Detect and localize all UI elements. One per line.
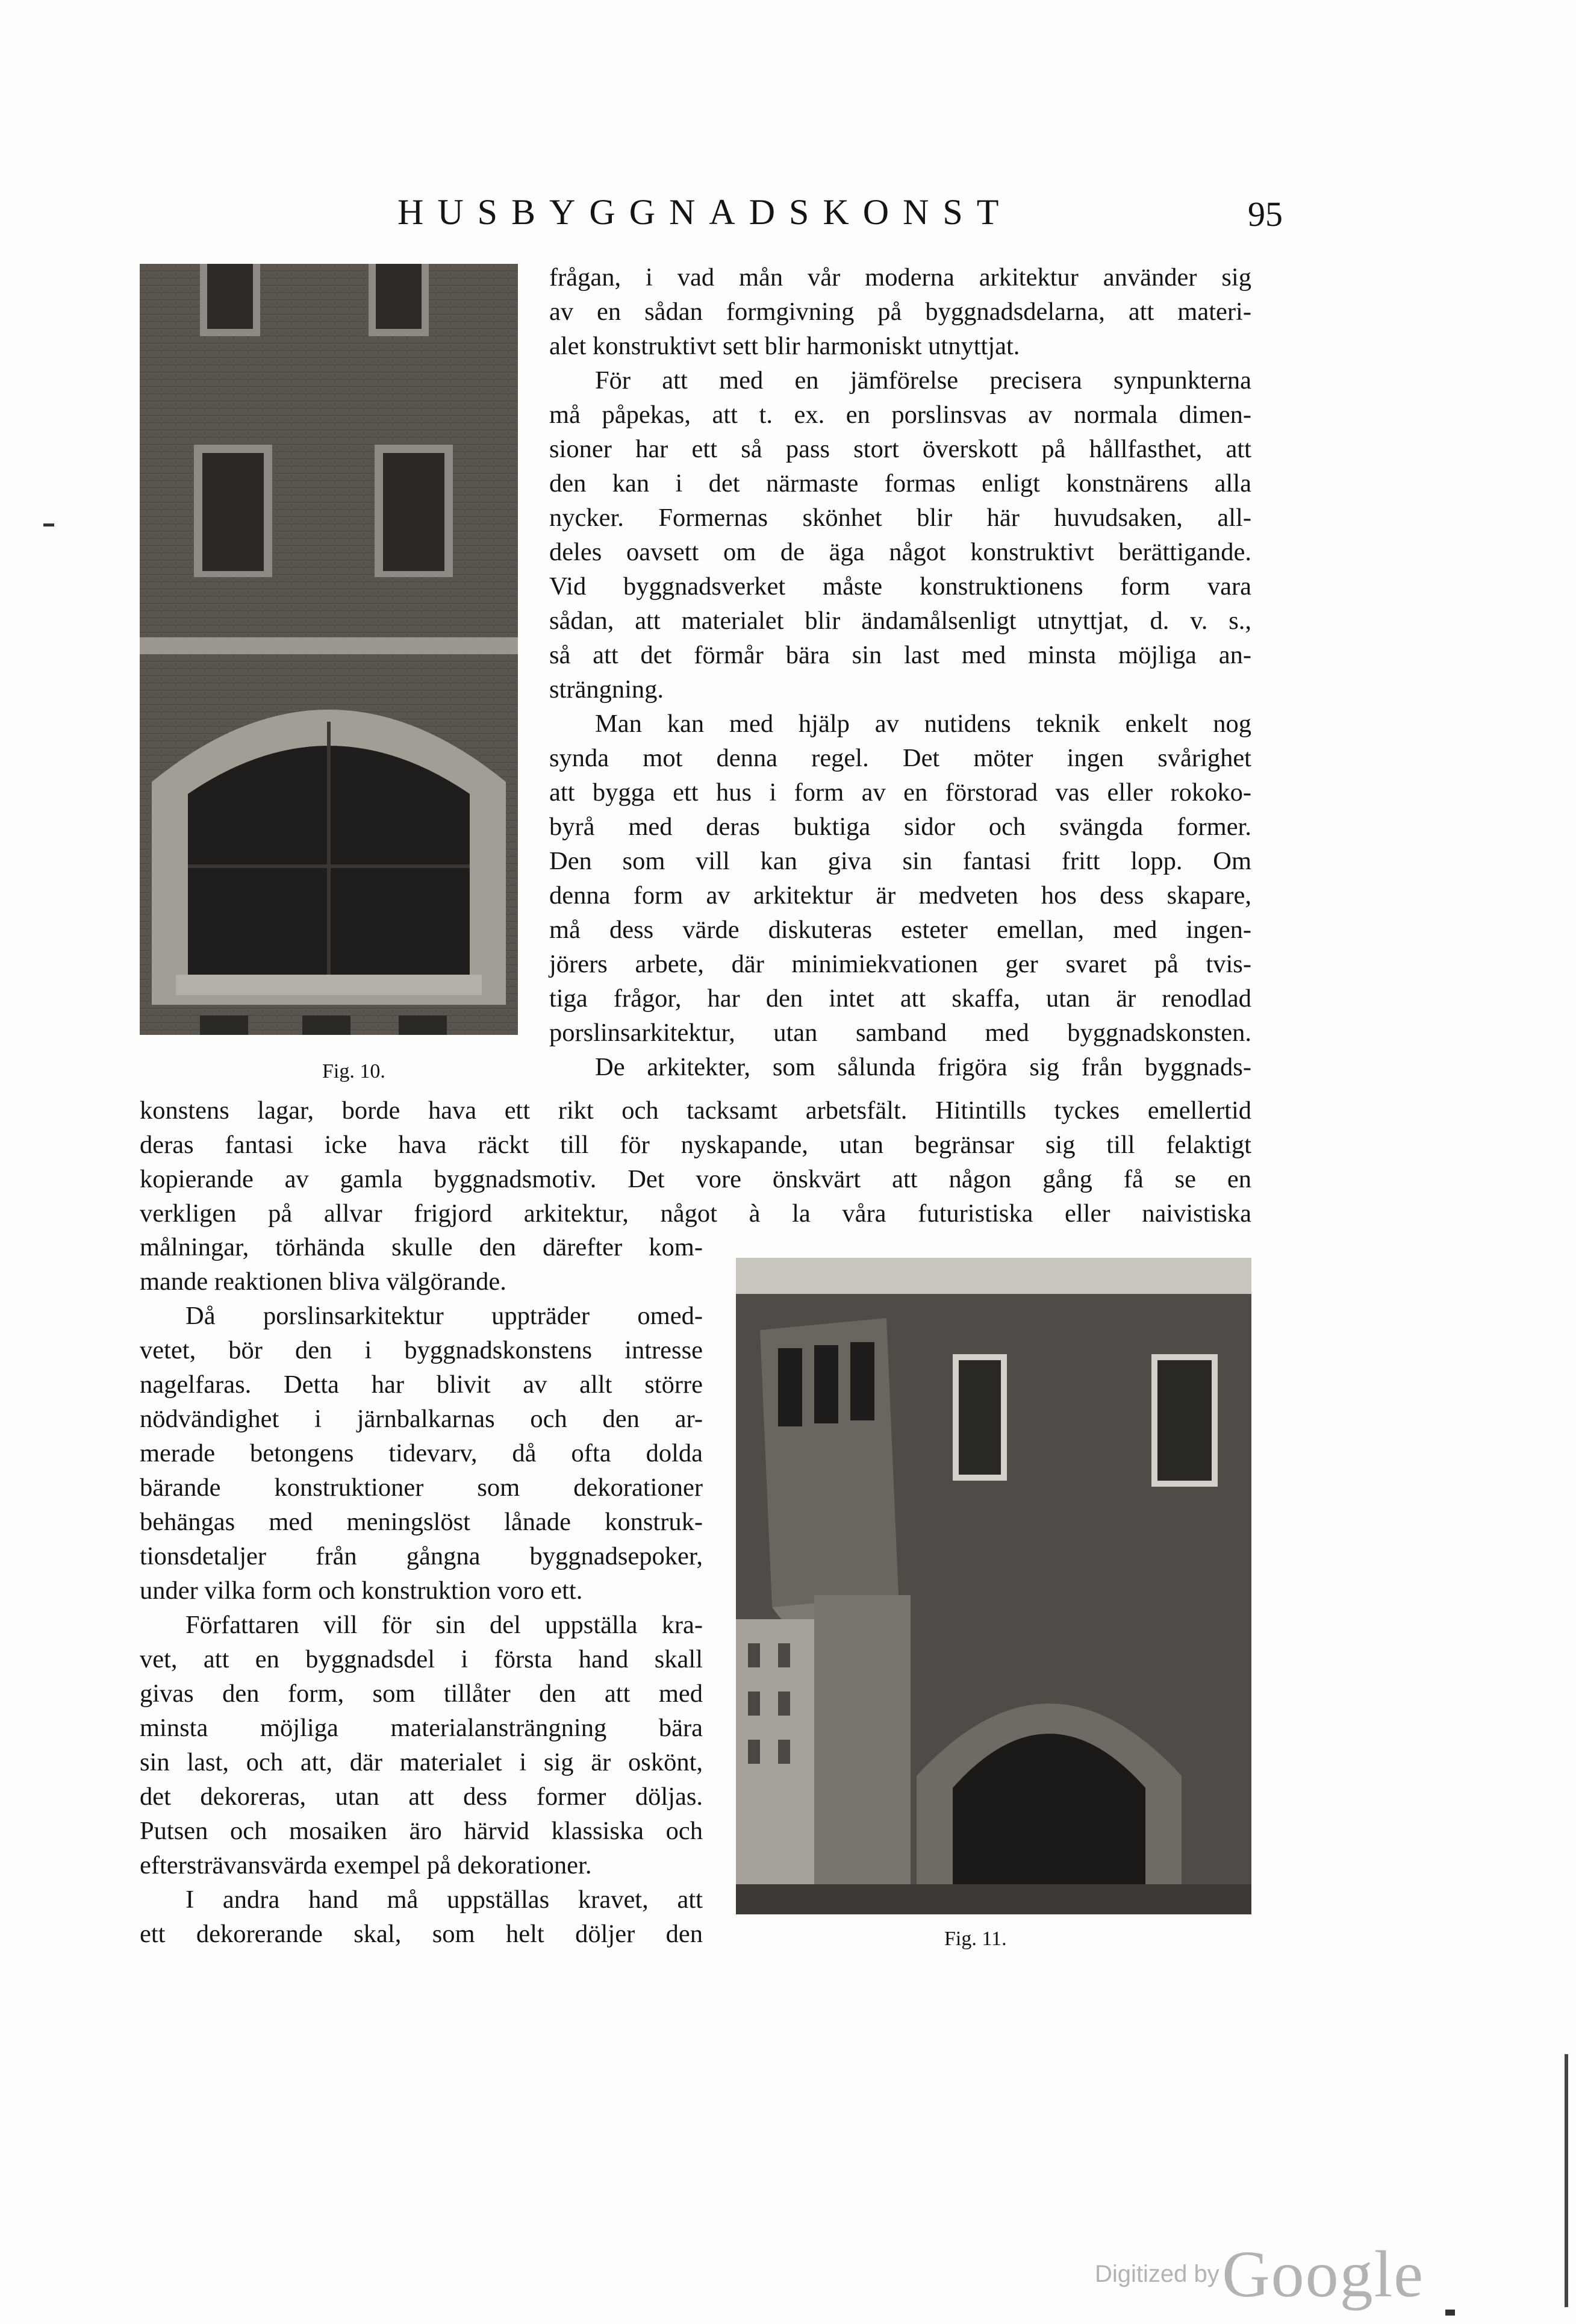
google-logo: Google — [1222, 2237, 1425, 2311]
text-line: merade betongens tidevarv, då ofta dolda — [140, 1439, 703, 1467]
text-line: I andra hand må uppställas kravet, att — [185, 1885, 703, 1914]
text-line: av en sådan formgivning på byggnadsdelarna, att materi- — [549, 298, 1251, 326]
scan-edge-mark — [1565, 2054, 1568, 2307]
text-line: För att med en jämförelse precisera synpunkterna — [595, 366, 1251, 395]
left-column-text — [140, 1230, 703, 1951]
text-line: Man kan med hjälp av nutidens teknik enkelt nog — [595, 710, 1251, 738]
figure-11-corner-building-photo — [736, 1258, 1251, 1914]
text-line: Vid byggnadsverket måste konstruktionens form vara — [549, 572, 1251, 601]
text-line: vetet, bör den i byggnadskonstens intresse — [140, 1336, 703, 1364]
digitized-watermark — [1095, 2236, 1424, 2313]
right-column-text — [549, 260, 1251, 1084]
text-line: Författaren vill för sin del uppställa kra- — [185, 1611, 703, 1639]
text-line: minsta möjliga materialansträngning bära — [140, 1714, 703, 1742]
scan-corner-mark — [1445, 2310, 1455, 2316]
text-line: jörers arbete, där minimiekvationen ger svaret på tvis- — [549, 950, 1251, 978]
text-line: porslinsarkitektur, utan samband med byggnadskonsten. — [549, 1019, 1251, 1047]
text-line: synda mot denna regel. Det möter ingen svårighet — [549, 744, 1251, 772]
text-line: sådan, att materialet blir ändamålsenligt utnyttjat, d. v. s., — [549, 607, 1251, 635]
figure-10-caption: Fig. 10. — [322, 1060, 385, 1082]
text-line: mande reaktionen bliva välgörande. — [140, 1267, 506, 1296]
text-line: Den som vill kan giva sin fantasi fritt lopp. Om — [549, 847, 1251, 875]
figure-11-caption: Fig. 11. — [944, 1928, 1007, 1950]
text-line: under vilka form och konstruktion voro ett. — [140, 1576, 583, 1605]
figure-10-facade-photo — [140, 264, 518, 1035]
text-line: nycker. Formernas skönhet blir här huvudsaken, all- — [549, 504, 1251, 532]
text-line: kopierande av gamla byggnadsmotiv. Det vore önskvärt att någon gång få se en — [140, 1165, 1251, 1193]
running-title: HUSBYGGNADSKONST — [397, 192, 1013, 232]
corner-building-illustration — [736, 1258, 1251, 1914]
full-width-text — [140, 1093, 1251, 1231]
text-line: må påpekas, att t. ex. en porslinsvas av normala dimen- — [549, 401, 1251, 429]
text-line: alet konstruktivt sett blir harmoniskt utnyttjat. — [549, 332, 1020, 360]
text-line: sioner har ett så pass stort överskott på hållfasthet, att — [549, 435, 1251, 463]
text-line: deles oavsett om de äga något konstruktivt berättigande. — [549, 538, 1251, 566]
text-line: frågan, i vad mån vår moderna arkitektur använder sig — [549, 263, 1251, 292]
page-number: 95 — [1248, 195, 1283, 234]
text-line: eftersträvansvärda exempel på dekorationer. — [140, 1851, 592, 1879]
text-line: det dekoreras, utan att dess former döljas. — [140, 1782, 703, 1811]
text-line: målningar, törhända skulle den därefter kom- — [140, 1233, 703, 1261]
text-line: vet, att en byggnadsdel i första hand skall — [140, 1645, 703, 1673]
text-line: givas den form, som tillåter den att med — [140, 1679, 703, 1708]
text-line: Då porslinsarkitektur uppträder omed- — [185, 1302, 703, 1330]
text-line: konstens lagar, borde hava ett rikt och tacksamt arbetsfält. Hitintills tyckes emellertid — [140, 1096, 1251, 1125]
text-line: sin last, och att, där materialet i sig är oskönt, — [140, 1748, 703, 1776]
text-line: så att det förmår bära sin last med minsta möjliga an- — [549, 641, 1251, 669]
text-line: att bygga ett hus i form av en förstorad vas eller rokoko- — [549, 778, 1251, 807]
text-line: byrå med deras buktiga sidor och svängda former. — [549, 813, 1251, 841]
text-line: denna form av arkitektur är medveten hos dess skapare, — [549, 881, 1251, 910]
text-line: tionsdetaljer från gångna byggnadsepoker, — [140, 1542, 703, 1570]
text-line: Putsen och mosaiken äro härvid klassiska och — [140, 1817, 703, 1845]
text-line: deras fantasi icke hava räckt till för nyskapande, utan begränsar sig till felaktigt — [140, 1131, 1251, 1159]
watermark-prefix: Digitized by — [1095, 2261, 1219, 2287]
text-line: verkligen på allvar frigjord arkitektur, något à la våra futuristiska eller naivistiska — [140, 1199, 1251, 1228]
facade-illustration — [140, 264, 518, 1035]
text-line: må dess värde diskuteras esteter emellan, med ingen- — [549, 916, 1251, 944]
text-line: nödvändighet i järnbalkarnas och den ar- — [140, 1405, 703, 1433]
margin-mark — [43, 523, 54, 526]
text-line: bärande konstruktioner som dekorationer — [140, 1473, 703, 1502]
text-line: ett dekorerande skal, som helt döljer den — [140, 1920, 703, 1948]
text-line: tiga frågor, har den intet att skaffa, utan är renodlad — [549, 984, 1251, 1013]
text-line: De arkitekter, som sålunda frigöra sig från byggnads- — [595, 1053, 1251, 1081]
text-line: strängning. — [549, 675, 664, 704]
text-line: nagelfaras. Detta har blivit av allt större — [140, 1370, 703, 1399]
text-line: den kan i det närmaste formas enligt konstnärens alla — [549, 469, 1251, 498]
text-line: behängas med meningslöst lånade konstruk- — [140, 1508, 703, 1536]
